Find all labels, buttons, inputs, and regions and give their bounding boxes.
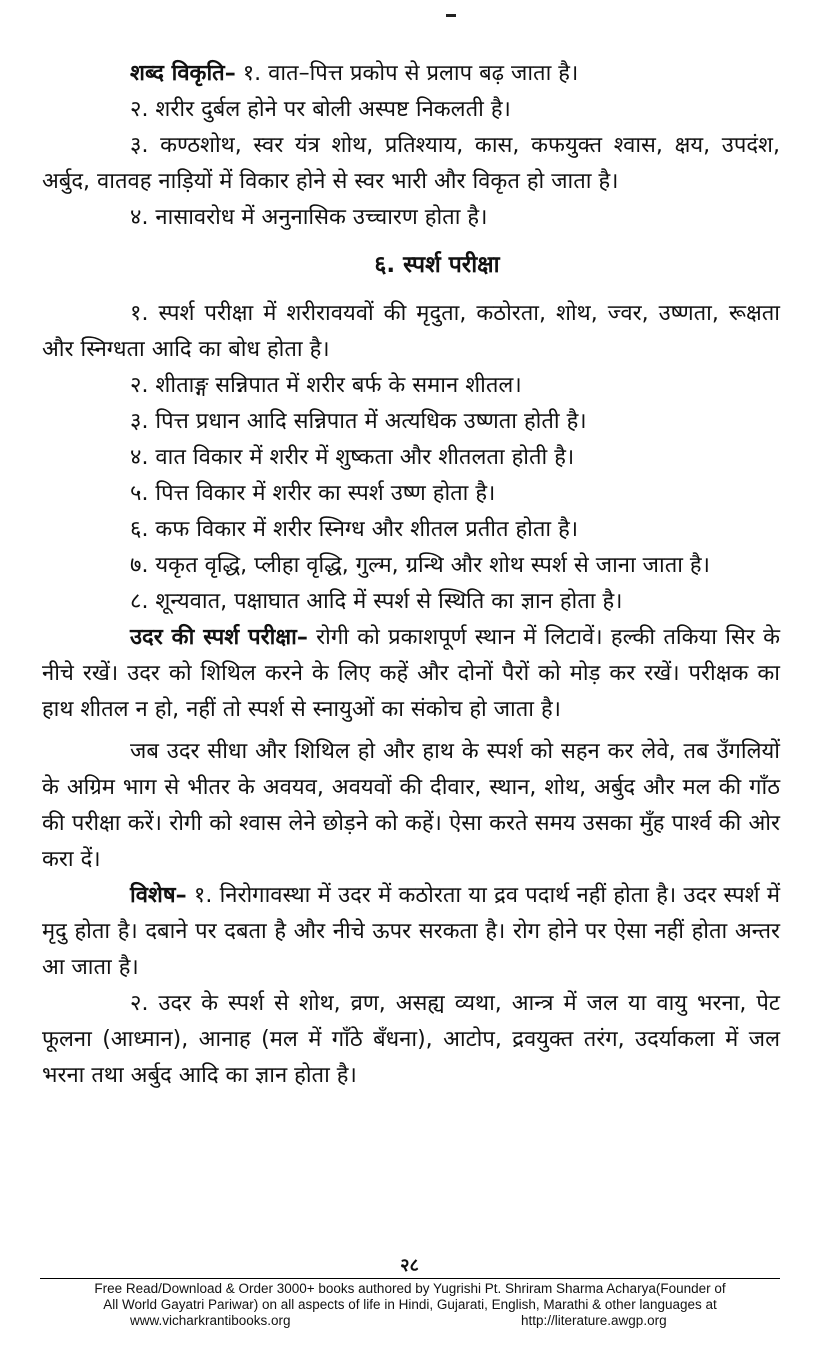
paragraph-text: ४. नासावरोध में अनुनासिक उच्चारण होता है।: [130, 205, 488, 230]
paragraph-text: ६. कफ विकार में शरीर स्निग्ध और शीतल प्रतीत होता है।: [130, 517, 579, 542]
paragraph-text: १. वात–पित्त प्रकोप से प्रलाप बढ़ जाता है।: [235, 61, 579, 86]
section-heading: ६. स्पर्श परीक्षा: [374, 252, 500, 278]
paragraph: [42, 92, 780, 128]
paragraph: [42, 548, 780, 584]
paragraph-text: ३. कण्ठशोथ, स्वर यंत्र शोथ, प्रतिश्याय, कास, कफयुक्त श्वास, क्षय, उपदंश, अर्बुद, वातवह नाड़ियों में विकार होने से स्वर भारी और विकृत हो जाता है।: [42, 133, 780, 194]
page-body: [42, 56, 780, 1094]
paragraph-text: १. निरोगावस्था में उदर में कठोरता या द्रव पदार्थ नहीं होता है। उदर स्पर्श में मृदु होता है। दबाने पर दबता है और नीचे ऊपर सरकता है। रोग होने पर ऐसा नहीं होता अन्तर आ जाता है।: [42, 883, 780, 980]
top-mark: [446, 14, 456, 17]
page-number: २८: [400, 1255, 419, 1276]
paragraph-text: ८. शून्यवात, पक्षाघात आदि में स्पर्श से स्थिति का ज्ञान होता है।: [130, 589, 623, 614]
paragraph-lead: शब्द विकृति–: [130, 61, 236, 86]
footer-note: [40, 1281, 780, 1313]
paragraph-text: २. शीताङ्ग सन्निपात में शरीर बर्फ के समान शीतल।: [130, 373, 522, 398]
paragraph: [42, 440, 780, 476]
paragraph-text: जब उदर सीधा और शिथिल हो और हाथ के स्पर्श को सहन कर लेवे, तब उँगलियों के अग्रिम भाग से भीतर के अवयव, अवयवों की दीवार, स्थान, शोथ, अर्बुद और मल की गाँठ की परीक्षा करें। रोगी को श्वास लेने छोड़ने को कहें। ऐसा करते समय उसका मुँह पार्श्व की ओर करा दें।: [42, 739, 780, 872]
paragraph: [42, 512, 780, 548]
paragraph-text: ५. पित्त विकार में शरीर का स्पर्श उष्ण होता है।: [130, 481, 496, 506]
paragraph: [42, 56, 780, 92]
footer-link-awgp[interactable]: http://literature.awgp.org: [521, 1313, 667, 1328]
paragraph: [42, 368, 780, 404]
paragraph: [42, 620, 780, 728]
paragraph-text: २. शरीर दुर्बल होने पर बोली अस्पष्ट निकलती है।: [130, 97, 511, 122]
paragraph-text: ३. पित्त प्रधान आदि सन्निपात में अत्यधिक उष्णता होती है।: [130, 409, 587, 434]
paragraph: [42, 584, 780, 620]
paragraph: [42, 878, 780, 986]
footer-line: Free Read/Download & Order 3000+ books authored by Yugrishi Pt. Shriram Sharma Acharya(Founder of: [94, 1281, 726, 1296]
footer-line: All World Gayatri Pariwar) on all aspects of life in Hindi, Gujarati, English, Marathi & other languages at: [103, 1297, 717, 1312]
footer-divider: [40, 1278, 780, 1279]
paragraph-text: १. स्पर्श परीक्षा में शरीरावयवों की मृदुता, कठोरता, शोथ, ज्वर, उष्णता, रूक्षता और स्निग्धता आदि का बोध होता है।: [42, 301, 780, 362]
paragraph-text: २. उदर के स्पर्श से शोथ, व्रण, असह्य व्यथा, आन्त्र में जल या वायु भरना, पेट फूलना (आध्मान), आनाह (मल में गाँठे बँधना), आटोप, द्रवयुक्त तरंग, उदर्याकला में जल भरना तथा अर्बुद आदि का ज्ञान होता है।: [42, 991, 780, 1088]
paragraph: [42, 296, 780, 368]
paragraph-text: ४. वात विकार में शरीर में शुष्कता और शीतलता होती है।: [130, 445, 575, 470]
paragraph: [42, 404, 780, 440]
footer-link-vicharkranti[interactable]: www.vicharkrantibooks.org: [130, 1313, 291, 1328]
paragraph-text: ७. यकृत वृद्धि, प्लीहा वृद्धि, गुल्म, ग्रन्थि और शोथ स्पर्श से जाना जाता है।: [130, 553, 710, 578]
paragraph: [42, 200, 780, 236]
paragraph-lead: विशेष–: [130, 883, 187, 908]
paragraph-text: रोगी को प्रकाशपूर्ण स्थान में लिटावें। हल्की तकिया सिर के नीचे रखें। उदर को शिथिल करने के लिए कहें और दोनों पैरों को मोड़ कर रखें। परीक्षक का हाथ शीतल न हो, नहीं तो स्पर्श से स्नायुओं का संकोच हो जाता है।: [42, 625, 780, 722]
paragraph: [42, 476, 780, 512]
paragraph: [42, 128, 780, 200]
paragraph: [42, 734, 780, 878]
paragraph: [42, 986, 780, 1094]
paragraph-lead: उदर की स्पर्श परीक्षा–: [130, 625, 308, 650]
